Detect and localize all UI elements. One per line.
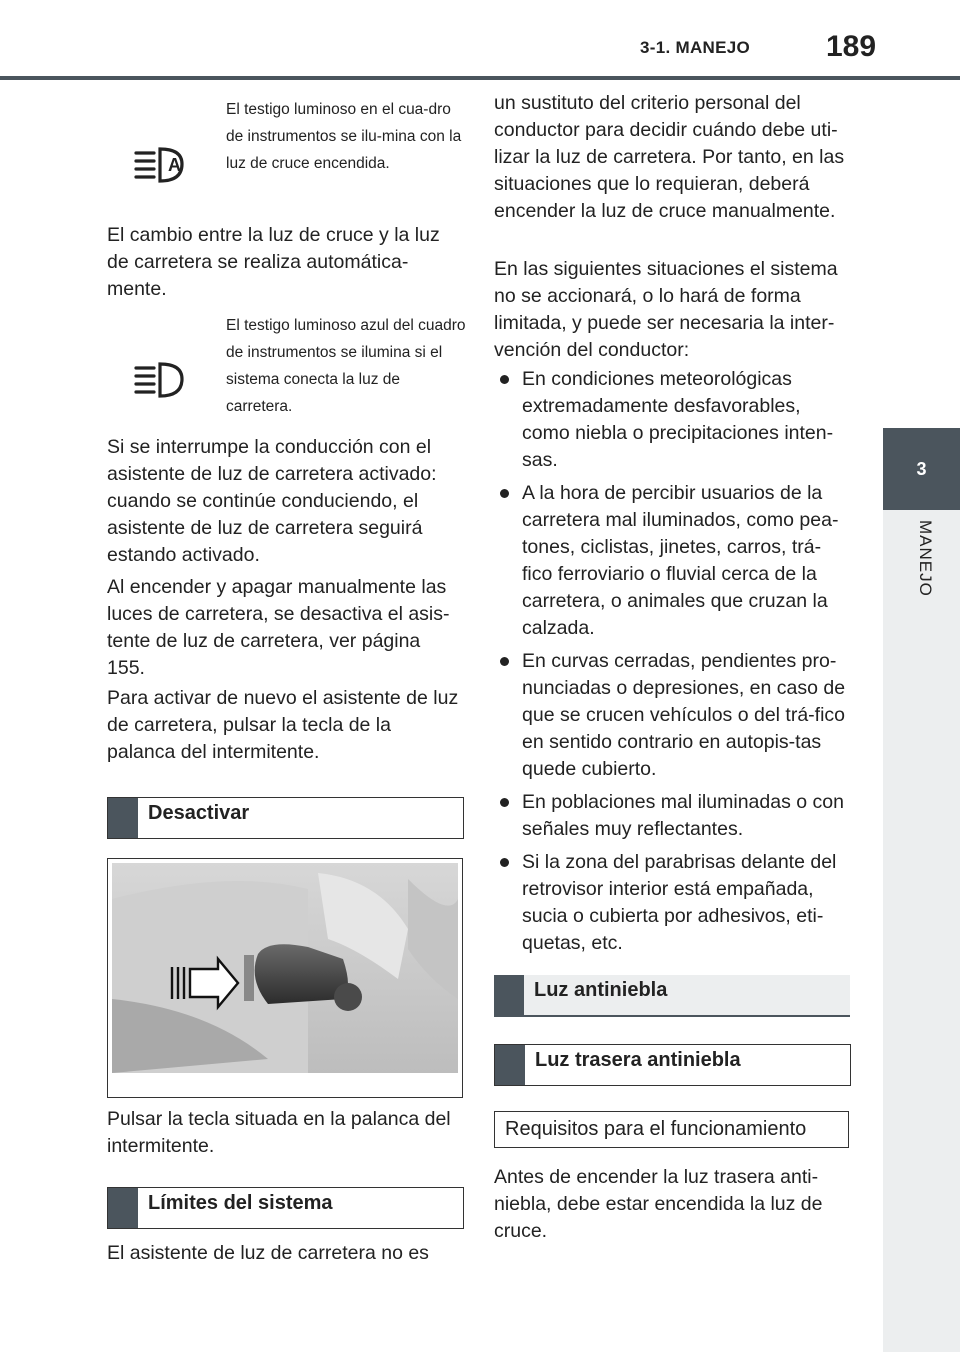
- list-item-text: Si la zona del parabrisas delante del retrovisor interior está empañada, sucia o cubierta por adhesivos, eti-quetas, etc.: [522, 851, 837, 954]
- high-beam-icon: [110, 343, 210, 413]
- header-rule: [0, 76, 960, 80]
- heading-luz-trasera: [494, 1044, 851, 1086]
- list-item: [494, 648, 850, 783]
- heading-text: Límites del sistema: [148, 1192, 333, 1214]
- heading-bar: [495, 1045, 525, 1085]
- turn-signal-lever-photo: [107, 858, 463, 1098]
- heading-limites: [107, 1187, 464, 1229]
- icon1-description: El testigo luminoso en el cua-dro de instrumentos se ilu-mina con la luz de cruce encendida.: [226, 101, 462, 172]
- list-item-text: A la hora de percibir usuarios de la carretera mal iluminados, como pea-tones, ciclistas, jinetes, carros, trá-fico ferroviario o fluvial cerca de la carretera, o animales que cruzan la calzada.: [522, 482, 839, 639]
- list-item: [494, 480, 850, 642]
- list-item: [494, 849, 850, 957]
- bullet-icon: [500, 489, 509, 498]
- heading-bar: [108, 798, 138, 838]
- heading-requisitos: Requisitos para el funcionamiento: [494, 1111, 849, 1148]
- paragraph-reactivate: Para activar de nuevo el asistente de luz de carretera, pulsar la tecla de la palanca del intermitente.: [107, 687, 459, 763]
- paragraph-requirements: Antes de encender la luz trasera anti-niebla, debe estar encendida la luz de cruce.: [494, 1166, 823, 1242]
- chapter-number: 3: [916, 458, 927, 479]
- heading-text: Luz antiniebla: [534, 979, 668, 1001]
- list-item-text: En condiciones meteorológicas extremadamente desfavorables, como niebla o precipitaciones inten-sas.: [522, 368, 834, 471]
- bullet-icon: [500, 375, 509, 384]
- section-title: 3-1. MANEJO: [640, 38, 751, 57]
- page-number: 189: [826, 30, 877, 63]
- paragraph-interrupt: Si se interrumpe la conducción con el asistente de luz de carretera activado: cuando se continúe conduciendo, el asistente de luz de carretera seguirá estando activado.: [107, 436, 437, 566]
- heading-text: Desactivar: [148, 802, 250, 824]
- chapter-tab-strip: [883, 510, 960, 1352]
- bullet-icon: [500, 657, 509, 666]
- heading-text: Luz trasera antiniebla: [535, 1049, 741, 1071]
- heading-underline: [494, 1015, 850, 1017]
- paragraph-manual: Al encender y apagar manualmente las luces de carretera, se desactiva el asis-tente de luz de carretera, ver página 155.: [107, 576, 450, 679]
- heading-bar: [494, 975, 524, 1015]
- list-item-text: En poblaciones mal iluminadas o con señales muy reflectantes.: [522, 791, 844, 840]
- bullet-icon: [500, 798, 509, 807]
- list-item: [494, 789, 850, 843]
- heading-bar: [108, 1188, 138, 1228]
- bullet-icon: [500, 858, 509, 867]
- paragraph-situations: En las siguientes situaciones el sistema no se accionará, o lo hará de forma limitada, y puede ser necesaria la inter-vención del conductor:: [494, 258, 838, 361]
- chapter-tab: [883, 428, 960, 510]
- auto-high-beam-icon: [110, 128, 210, 198]
- heading-desactivar: [107, 797, 464, 839]
- list-item: [494, 366, 850, 474]
- chapter-label: MANEJO: [916, 520, 935, 597]
- photo-caption: Pulsar la tecla situada en la palanca del intermitente.: [107, 1108, 451, 1157]
- heading-antiniebla: [494, 975, 850, 1015]
- paragraph-limits: El asistente de luz de carretera no es: [107, 1242, 429, 1264]
- paragraph-substitute: un sustituto del criterio personal del conductor para decidir cuándo debe uti-lizar la luz de carretera. Por tanto, en las situaciones que lo requieran, deberá encender la luz de cruce manualmente.: [494, 92, 845, 222]
- svg-text:A: A: [168, 155, 181, 175]
- icon2-description: El testigo luminoso azul del cuadro de instrumentos se ilumina si el sistema conecta la luz de carretera.: [226, 317, 466, 415]
- paragraph-auto-switch: El cambio entre la luz de cruce y la luz de carretera se realiza automática-mente.: [107, 224, 440, 300]
- list-item-text: En curvas cerradas, pendientes pro-nunciadas o depresiones, en caso de que se crucen vehículos o del trá-fico en sentido contrario en autopis-tas quede cubierto.: [522, 650, 846, 780]
- limitations-list: [494, 366, 850, 963]
